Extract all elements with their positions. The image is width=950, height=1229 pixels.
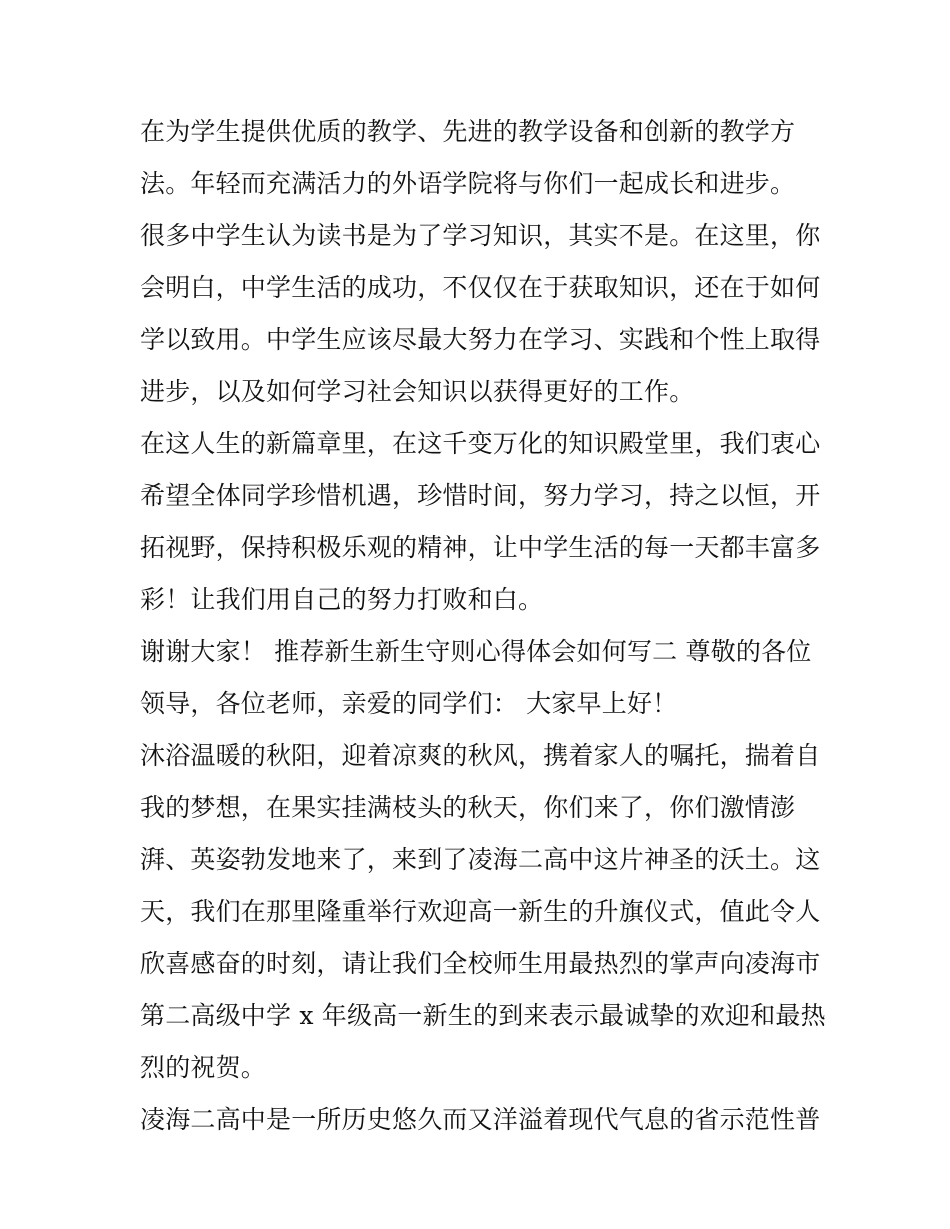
text-line: 第二高级中学 x 年级高一新生的到来表示最诚挚的欢迎和最热 (140, 1001, 826, 1030)
text-line: 我的梦想，在果实挂满枝头的秋天，你们来了，你们激情澎 (140, 793, 796, 822)
text-line: 会明白，中学生活的成功，不仅仅在于获取知识，还在于如何 (140, 273, 821, 302)
text-line: 拓视野，保持积极乐观的精神，让中学生活的每一天都丰富多 (140, 533, 821, 562)
text-line: 凌海二高中是一所历史悠久而又洋溢着现代气息的省示范性普 (140, 1105, 821, 1134)
text-line: 很多中学生认为读书是为了学习知识，其实不是。在这里，你 (140, 221, 821, 250)
text-line: 天，我们在那里隆重举行欢迎高一新生的升旗仪式，值此令人 (140, 897, 821, 926)
text-line: 烈的祝贺。 (140, 1053, 267, 1082)
text-line: 彩！让我们用自己的努力打败和白。 (140, 585, 544, 614)
text-line: 学以致用。中学生应该尽最大努力在学习、实践和个性上取得 (140, 325, 821, 354)
text-line: 谢谢大家！ 推荐新生新生守则心得体会如何写二 尊敬的各位 (140, 637, 812, 666)
text-line: 领导，各位老师，亲爱的同学们： 大家早上好！ (140, 689, 678, 718)
text-line: 法。年轻而充满活力的外语学院将与你们一起成长和进步。 (140, 169, 796, 198)
text-line: 在为学生提供优质的教学、先进的教学设备和创新的教学方 (140, 117, 796, 146)
text-line: 在这人生的新篇章里，在这千变万化的知识殿堂里，我们衷心 (140, 429, 821, 458)
text-line: 沐浴温暖的秋阳，迎着凉爽的秋风，携着家人的嘱托，揣着自 (140, 741, 821, 770)
text-line: 湃、英姿勃发地来了，来到了凌海二高中这片神圣的沃土。这 (140, 845, 821, 874)
text-line: 希望全体同学珍惜机遇，珍惜时间，努力学习，持之以恒，开 (140, 481, 821, 510)
text-line: 进步，以及如何学习社会知识以获得更好的工作。 (140, 377, 695, 406)
document-body (140, 106, 826, 1146)
text-line: 欣喜感奋的时刻，请让我们全校师生用最热烈的掌声向凌海市 (140, 949, 821, 978)
